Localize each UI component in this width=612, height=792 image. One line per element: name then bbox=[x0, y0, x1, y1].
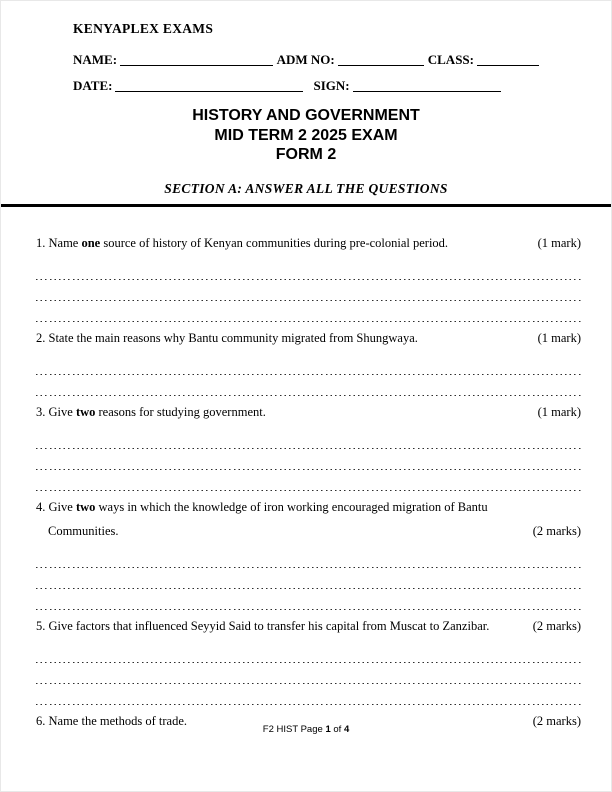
question-text: 1. Name one source of history of Kenyan communities during pre-colonial period. bbox=[36, 236, 449, 250]
answer-line bbox=[36, 321, 581, 323]
question-block bbox=[36, 233, 581, 322]
footer-separator: of bbox=[330, 724, 344, 735]
answer-line bbox=[36, 279, 581, 281]
question-block bbox=[36, 402, 581, 491]
answer-line bbox=[36, 662, 581, 664]
answer-line bbox=[36, 704, 581, 706]
answer-line bbox=[36, 469, 581, 471]
question-text: 4. Give two ways in which the knowledge of iron working encouraged migration of Bantu bbox=[36, 500, 488, 514]
exam-title-line: MID TERM 2 2025 EXAM bbox=[214, 126, 398, 144]
answer-line bbox=[36, 567, 581, 569]
question-number: 4. bbox=[36, 500, 49, 514]
question-row bbox=[36, 402, 581, 422]
exam-header bbox=[1, 1, 611, 197]
answer-line bbox=[36, 490, 581, 492]
fill-in-blank bbox=[353, 88, 501, 92]
fill-in-blank bbox=[477, 62, 539, 66]
exam-title-line: FORM 2 bbox=[275, 146, 337, 163]
question-number: 6. bbox=[36, 714, 49, 728]
field-label: NAME: bbox=[73, 52, 118, 67]
marks-label: (1 mark) bbox=[537, 236, 581, 250]
question-number: 3. bbox=[36, 405, 49, 419]
answer-line bbox=[36, 448, 581, 450]
field-label: SIGN: bbox=[313, 78, 350, 93]
question-text: 2. State the main reasons why Bantu community migrated from Shungwaya. bbox=[36, 331, 418, 345]
field-label: DATE: bbox=[73, 78, 113, 93]
marks-label: (2 marks) bbox=[532, 619, 581, 633]
answer-line bbox=[36, 683, 581, 685]
footer-total-pages: 4 bbox=[343, 724, 350, 735]
question-row bbox=[36, 616, 581, 636]
page-footer bbox=[1, 724, 611, 735]
question-text: 3. Give two reasons for studying government. bbox=[36, 405, 266, 419]
question-row bbox=[36, 328, 581, 348]
answer-line bbox=[36, 395, 581, 397]
answer-line bbox=[36, 609, 581, 611]
answer-line bbox=[36, 300, 581, 302]
question-row bbox=[36, 233, 581, 253]
marks-label: (1 mark) bbox=[537, 405, 581, 419]
footer-text: F2 HIST Page bbox=[262, 724, 326, 735]
question-row-continued bbox=[36, 521, 581, 541]
student-fields-row-1 bbox=[73, 52, 539, 67]
fill-in-blank bbox=[120, 62, 273, 66]
question-text: 6. Name the methods of trade. bbox=[36, 714, 187, 728]
footer-page-number: 1 bbox=[325, 724, 331, 735]
question-block bbox=[36, 328, 581, 396]
marks-label: (2 marks) bbox=[532, 714, 581, 728]
fill-in-blank bbox=[338, 62, 424, 66]
question-text: 5. Give factors that influenced Seyyid Said to transfer his capital from Muscat to Zanzibar. bbox=[36, 619, 490, 633]
marks-label: (2 marks) bbox=[532, 524, 581, 538]
marks-label: (1 mark) bbox=[537, 331, 581, 345]
field-label: ADM NO: bbox=[276, 52, 335, 67]
student-fields-row-2 bbox=[73, 78, 539, 93]
fill-in-blank bbox=[115, 88, 303, 92]
question-number: 1. bbox=[36, 236, 49, 250]
question-row bbox=[36, 497, 581, 517]
question-number: 5. bbox=[36, 619, 49, 633]
field-label: CLASS: bbox=[427, 52, 474, 67]
question-number: 2. bbox=[36, 331, 49, 345]
section-heading: SECTION A: ANSWER ALL THE QUESTIONS bbox=[164, 180, 448, 196]
question-block bbox=[36, 616, 581, 705]
question-text: Communities. bbox=[48, 524, 119, 538]
answer-line bbox=[36, 588, 581, 590]
question-block bbox=[36, 497, 581, 610]
exam-title-block bbox=[73, 106, 539, 165]
exam-board-title: KENYAPLEX EXAMS bbox=[73, 21, 214, 36]
questions bbox=[1, 207, 611, 731]
exam-title-line: HISTORY AND GOVERNMENT bbox=[192, 107, 420, 124]
answer-line bbox=[36, 374, 581, 376]
